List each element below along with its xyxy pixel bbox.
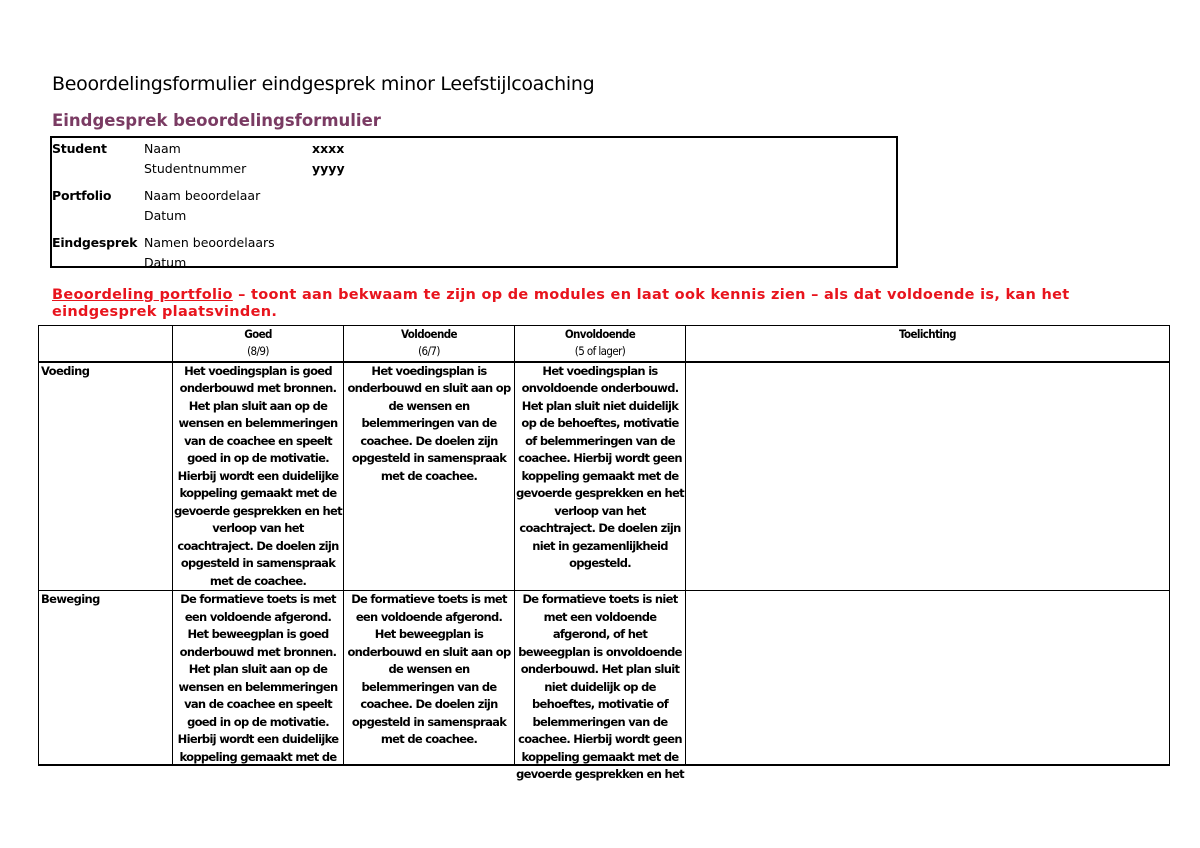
voeding-voldoende-text: Het voedingsplan is onderbouwd en sluit aan op de wensen en belemmeringen van de coachee. De doelen zijn opgesteld in samenspraak met de coachee. [347, 363, 511, 483]
rubric-header-empty [39, 326, 173, 362]
voeding-onvoldoende-cell [515, 362, 686, 591]
beweging-goed-text: De formatieve toets is met een voldoende afgerond. Het beweegplan is goed onderbouwd met bronnen. Het plan sluit aan op de wensen en belemmeringen van de coachee en speelt goed in op de motivatie. Hierbij wordt een duidelijke koppeling gemaakt met de [177, 592, 339, 764]
beweging-goed-cell [173, 591, 344, 765]
datum-label: Datum [144, 255, 187, 270]
header-onvoldoende-grade: (5 of lager) [574, 344, 626, 358]
beweging-toelichting-cell[interactable] [686, 591, 1170, 765]
datum-label: Datum [144, 208, 187, 223]
rubric-header-voldoende [344, 326, 515, 362]
form-subtitle: Eindgesprek beoordelingsformulier [52, 111, 381, 130]
namen-beoordelaars-label: Namen beoordelaars [144, 235, 275, 250]
portfolio-assessment-heading [52, 287, 1142, 321]
header-voldoende-grade: (6/7) [418, 344, 440, 358]
student-info-box [50, 136, 898, 268]
criterion-voeding: Voeding [39, 362, 173, 591]
beweging-voldoende-text: De formatieve toets is met een voldoende afgerond. Het beweegplan is onderbouwd en sluit aan op de wensen en belemmeringen van de coachee. De doelen zijn opgesteld in samenspraak met de coachee. [347, 592, 511, 746]
eindgesprek-key: Eindgesprek [52, 235, 138, 250]
naam-label: Naam [144, 141, 181, 156]
criterion-beweging: Beweging [39, 591, 173, 765]
beweging-onvoldoende-cell [515, 591, 686, 781]
studentnummer-value: yyyy [312, 161, 345, 176]
voeding-goed-cell [173, 362, 344, 591]
rubric-header-goed [173, 326, 344, 362]
rubric-header-toelichting [686, 326, 1170, 362]
table-row [39, 591, 1170, 765]
voeding-goed-text: Het voedingsplan is goed onderbouwd met bronnen. Het plan sluit aan op de wensen en belemmeringen van de coachee en speelt goed in op de motivatie. Hierbij wordt een duidelijke koppeling gemaakt met de gevoerde gesprekken en het verloop van het coachtraject. De doelen zijn opgesteld in samenspraak met de coachee. [174, 363, 342, 588]
studentnummer-label: Studentnummer [144, 161, 247, 176]
portfolio-key: Portfolio [52, 188, 112, 203]
student-key: Student [52, 141, 107, 156]
header-goed-label: Goed [244, 327, 272, 341]
voeding-toelichting-cell[interactable] [686, 362, 1170, 591]
header-voldoende-label: Voldoende [401, 327, 457, 341]
header-onvoldoende-label: Onvoldoende [564, 327, 636, 341]
voeding-onvoldoende-text: Het voedingsplan is onvoldoende onderbouwd. Het plan sluit niet duidelijk op de behoeftes, motivatie of belemmeringen van de coachee. Hierbij wordt geen koppeling gemaakt met de gevoerde gesprekken en het verloop van het coachtraject. De doelen zijn niet in gezamenlijkheid opgesteld. [516, 363, 684, 570]
header-toelichting-label: Toelichting [899, 327, 956, 341]
naam-value: xxxx [312, 141, 345, 156]
voeding-voldoende-cell [344, 362, 515, 591]
header-goed-grade: (8/9) [247, 344, 269, 358]
naam-beoordelaar-label: Naam beoordelaar [144, 188, 261, 203]
beweging-voldoende-cell [344, 591, 515, 765]
beoordeling-portfolio-link[interactable]: Beoordeling portfolio [52, 287, 233, 303]
rubric-header-onvoldoende [515, 326, 686, 362]
table-row [39, 362, 1170, 591]
rubric-header-row [39, 326, 1170, 362]
beweging-onvoldoende-text: De formatieve toets is niet met een voldoende afgerond, of het beweegplan is onvoldoende onderbouwd. Het plan sluit niet duidelijk op de behoeftes, motivatie of belemmeringen van de coachee. Hierbij wordt geen koppeling gemaakt met de gevoerde gesprekken en het [516, 592, 684, 781]
document-title: Beoordelingsformulier eindgesprek minor Leefstijlcoaching [52, 73, 595, 95]
section-description: – toont aan bekwaam te zijn op de modules en laat ook kennis zien – als dat voldoende is, kan het eindgesprek plaatsvinden. [52, 287, 1070, 320]
assessment-rubric-table [38, 325, 1170, 781]
